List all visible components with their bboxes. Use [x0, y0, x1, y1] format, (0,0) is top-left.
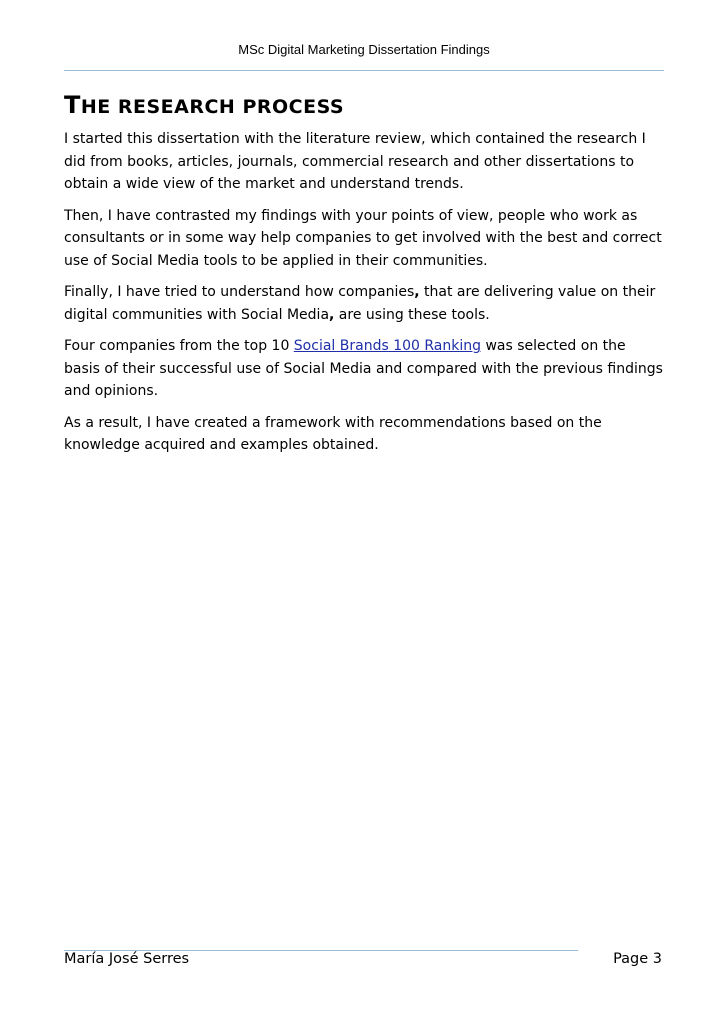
paragraph-text: that are delivering value on their digital communities with Social Media: [64, 284, 656, 323]
paragraph-four-companies: [64, 335, 664, 403]
section-heading-initial: T: [64, 91, 81, 119]
running-header: MSc Digital Marketing Dissertation Findings: [238, 42, 490, 57]
bold-comma: ,: [414, 284, 420, 300]
section-heading: [64, 91, 344, 119]
paragraph-text: Four companies from the top 10: [64, 338, 294, 354]
header-divider: [64, 70, 664, 71]
paragraph-literature-review: I started this dissertation with the literature review, which contained the research I did from books, articles, journals, commercial research and other dissertations to obtain a wide view of the market and understand trends.: [64, 131, 646, 192]
section-heading-rest: HE RESEARCH PROCESS: [80, 96, 345, 118]
paragraph-framework-result: As a result, I have created a framework with recommendations based on the knowledge acquired and examples obtained.: [64, 414, 602, 453]
social-brands-ranking-link[interactable]: Social Brands 100 Ranking: [293, 338, 481, 354]
page-number: Page 3: [613, 951, 662, 967]
paragraph-text: was selected on the basis of their successful use of Social Media and compared with the previous findings and opinions.: [64, 338, 663, 399]
document-body: [64, 128, 664, 466]
footer-author: María José Serres: [64, 951, 190, 967]
paragraph-companies-understanding: [64, 281, 664, 326]
paragraph-text: Finally, I have tried to understand how companies: [64, 284, 415, 300]
bold-comma: ,: [329, 306, 335, 323]
paragraph-text: are using these tools.: [334, 306, 490, 323]
paragraph-contrast-findings: Then, I have contrasted my findings with your points of view, people who work as consultants or in some way help companies to get involved with the best and correct use of Social Media tools to be applied in their communities.: [64, 207, 662, 269]
